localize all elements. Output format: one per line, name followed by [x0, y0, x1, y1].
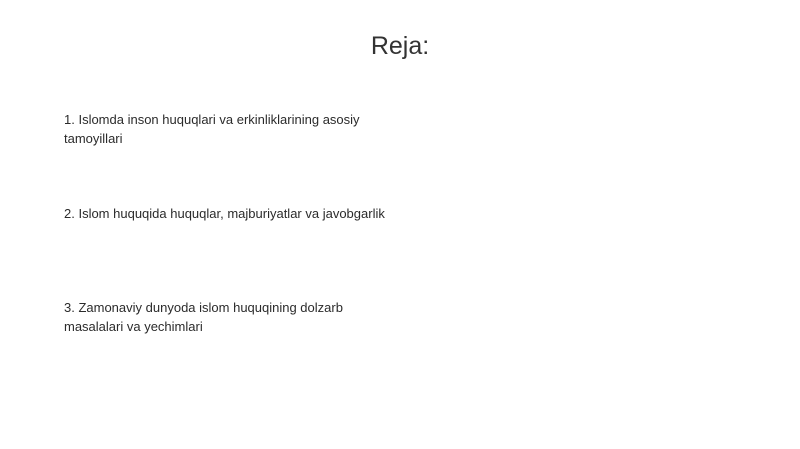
slide-title: Reja: [370, 32, 430, 60]
plan-item-1: 1. Islomda inson huquqlari va erkinliklarining asosiy tamoyillari [64, 112, 360, 146]
plan-item-2: 2. Islom huquqida huquqlar, majburiyatlar va javobgarlik [64, 206, 385, 221]
plan-item-3: 3. Zamonaviy dunyoda islom huquqining dolzarb masalalari va yechimlari [64, 300, 343, 334]
